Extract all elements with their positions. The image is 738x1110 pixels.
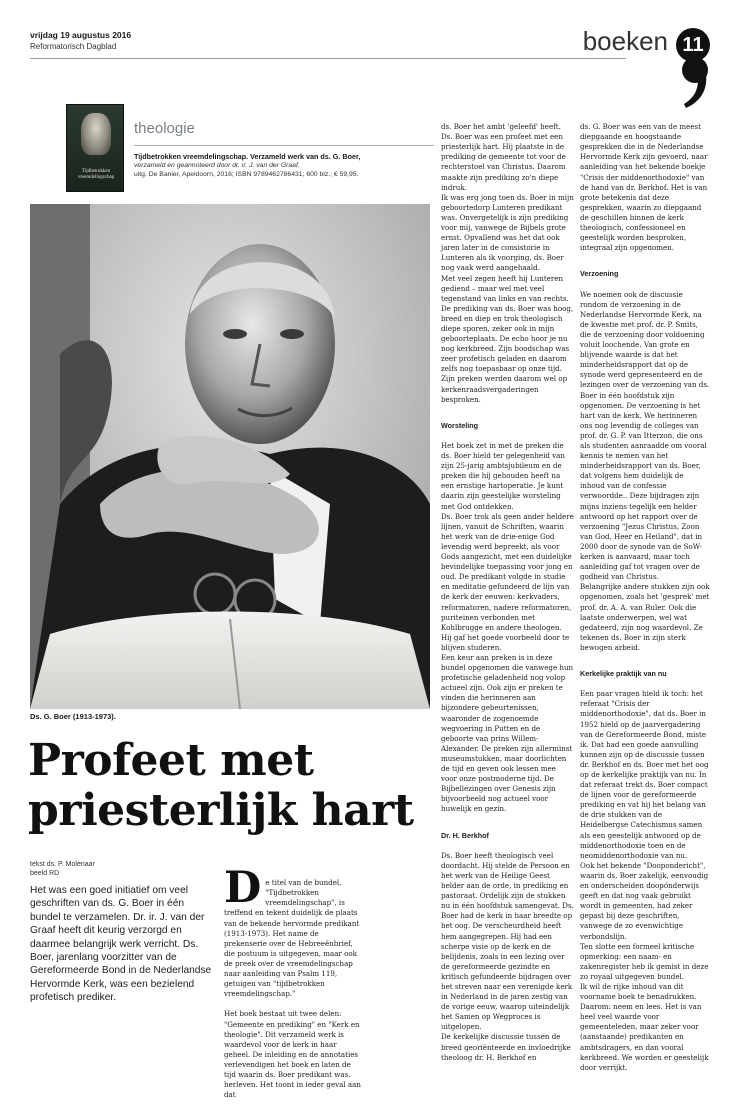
subheading: Kerkelijke praktijk van nu — [580, 669, 667, 679]
book-cover-title: Tijdbetrokken vreemdelingschap — [77, 169, 115, 180]
newspaper-name: Reformatorisch Dagblad — [30, 42, 117, 51]
subheading: Worsteling — [441, 420, 479, 430]
comma-logo-icon — [680, 56, 710, 110]
body-paragraph: Ds. Boer heeft theologisch veel doordacht. Hij stelde de Persoon en het werk van de Heilige Geest helder aan de orde, in prediking en pastoraat. Ordelijk zijn de stukken nu in één hoofdstuk samengevat. Ds. Boer had de kerk in haar breedte op het oog. De verscheurdheid heeft hem aangegrepen. Hij had een scherpe visie op de kerk en de belijdenis, zoals in een lezing over de gereformeerde gezindte en kritisch gefundeerde bijdragen over het streven naar een verenigde kerk in Nederland in de jaren zestig van de vorige eeuw, waarop uiteindelijk het Samen op Wegproces is uitgelopen. De kerkelijke discussie tussen de breed georiënteerde en invloedrijke theoloog dr. H. Berkhof en — [441, 850, 574, 1062]
body-paragraph: ds. G. Boer was een van de meest diepgaande en hoogstaande gesprekken die in de Nederlandse Hervormde Kerk zijn gevoerd, naar aanleiding van het bekende boekje "Crisis der middenorthodoxie" van de hand van dr. Berkhof. Het is van grote betekenis dat deze gesprekken, waarin zo diepgaand de geschillen binnen de kerk theologisch, confessioneel en geestelijk worden besproken, integraal zijn opgenomen. — [580, 122, 708, 253]
image-credit: beeld RD — [30, 870, 60, 877]
book-title: Tijdbetrokken vreemdelingschap. Verzameld werk van ds. G. Boer, — [134, 152, 361, 161]
book-cover — [66, 104, 124, 192]
article-column-2 — [441, 112, 574, 1062]
page-number-badge: 11 — [676, 28, 710, 62]
subheading: Dr. H. Berkhof — [441, 830, 489, 840]
portrait-illustration — [30, 204, 430, 709]
article-column-1 — [224, 858, 362, 1100]
body-paragraph: e titel van de bundel, "Tijdbetrokken vreemdelingschap", is treffend en tekent duidelijk de plaats van de bekende hervormde predikant (1913-1973). Het name de prekenserie over de Hebreeënbrief, die postuum is uitgegeven, maar ook de preek over de vreemdelingschap naar aanleiding van Psalm 119, getuigen van "tijdbetrokken vreemdelingschap." — [224, 878, 360, 999]
body-paragraph: Een paar vragen hield ik toch: het referaat "Crisis der middenorthodoxie", dat ds. Boer in 1952 hield op de jaarvergadering van de Gereformeerde Bond, miste ik. Dat had een goede aanvulling kunnen zijn op de discussie tussen dr. Berkhof en ds. Boer met het oog op de kerkelijke praktijk van nu. In dat referaat trekt ds. Boer compact de lijnen voor de gereformeerde prediking en vat hij het belang van de drie stukken van de Heidelbergse Catechismus samen als een geestelijk antwoord op de middenorthodoxie toen en de neomiddenorthodoxie van nu. Ook het bekende "Doopondericht", waarin ds. Boer zakelijk, eenvoudig en onderscheiden doopónderwijs geeft en dat nog vaak gebruikt wordt in gemeenten, had zeker gepast bij deze geschriften, vanwege de zo evenwichtige verbondslijn. Ten slotte een formeel kritische opmerking: een naam- en zakenregister heb ik gemist in deze zo royaal uitgegeven bundel. Ik wil de rijke inhoud van dit voorname boek te benadrukken. Daarom: neem en lees. Het is van heel veel waarde voor gemeenteleden, maar zeker voor (aanstaande) predikanten en ambtsdragers, en dan vooral kerkbreed. We worden er geestelijk door verrijkt. — [580, 689, 709, 1072]
body-paragraph: Het boek zet in met de preken die ds. Boer hield ter gelegenheid van zijn 25-jarig ambtsjubileum en de preken die hij gehouden heeft na een ernstige hartoperatie. Je kunt daarin zijn geestelijke worsteling met God ontdekken. Ds. Boer trok als geen ander heldere lijnen, vanuit de Schriften, waarin het werk van de drie-enige God levendig werd bepreekt, als voor Gods aangezicht, met een duidelijke bevindelijke toepassing voor jong en oud. De predikant volgde in studie en meditatie gefundeerd de lijn van de kerk der eeuwen: kerkvaders, reformatoren, nadere reformatoren, puriteinen verbonden met Kohlbrugge en andere theologen. Hij gaf het goede voorbeeld door te blijven studeren. Een keur aan preken is in deze bundel opgenomen die vanwege hun profetische geladenheid nog volop actueel zijn. Ook zijn er preken te vinden die herinneren aan bijzondere gebeurtenissen, waaronder de zogenoemde wegvoering in Putten en de geboorte van prins Willem-Alexander. De preken zijn allerminst museumstukken, maar doorlichten de tijd en geven ook lessen mee voor onze postmoderne tijd. De Bijbellezingen over Genesis zijn bijvoorbeeld nog actueel voor huwelijk en gezin. — [441, 441, 574, 814]
book-publisher: uitg. De Banier, Apeldoorn, 2016; ISBN 9789462786431; 600 blz.; € 59,95. — [134, 171, 359, 178]
body-paragraph: ds. Boer het ambt 'geleefd' heeft. Ds. Boer was een profeet met een priesterlijk hart. Hij plaatste in de prediking de gemeente tot voor de rechterstoel van Christus. Daarom maakte zijn prediking zo'n diepe indruk. Ik was erg jong toen ds. Boer in mijn geboortedorp Lunteren predikant was. Onvergetelijk is zijn prediking voor mij, vanwege de Bijbels grote ernst. Opvallend was het dat ook jaren later in de consistorie in Lunteren als ik voorging, ds. Boer nog vaak werd aangehaald. Met veel zegen heeft hij Lunteren gediend – maar wel met veel tegenstand van links en van rechts. De prediking van ds. Boer was hoog, breed en diep en trok theologisch diepe sporen, zeker ook in mijn geboorteplaats. De echo hoor je nu nog kerkbreed. Zijn boodschap was zeer profetisch geladen en daarom zelfs nog toepasbaar op onze tijd. Zijn preken werden daarom wel op kerkenraadsvergaderingen besproken. — [441, 122, 574, 404]
review-divider — [134, 145, 434, 146]
edition-date: vrijdag 19 augustus 2016 — [30, 30, 132, 40]
article-headline: Profeet met priesterlijk hart — [28, 735, 414, 836]
masthead-divider — [30, 58, 626, 59]
text-credit: tekst ds. P. Molenaar — [30, 861, 95, 868]
portrait-photo — [30, 204, 430, 709]
masthead — [30, 28, 710, 68]
book-review-info — [134, 120, 434, 179]
drop-cap: D — [224, 863, 262, 914]
body-paragraph: We noemen ook de discussie rondom de verzoening in de Nederlandse Hervormde Kerk, na de kwestie met prof. dr. P. Smits, die de verzoening door voldoening voluit loochende. Van grote en blijvende waarde is dat het minderheidsrapport dat op de synode werd gepresenteerd en de lezingen over de verzoening van ds. Boer in één hoofdstuk zijn opgenomen. De verzoening is het hart van de kerk. We herinneren ons nog levendig de colleges van prof. dr. G. P. van Itterzon, die ons als studenten aanraadde om vooral kennis te nemen van het minderheidsrapport van ds. Boer, dat volgens hem duidelijk de inhoud van de confessie verwoordde.. Deze bijdragen zijn mijns inziens tegelijk een helder antwoord op het rapport over de verzoening "Jezus Christus, Zoon van God, Heer en Heiland", dat in 2000 door de synode van de SoW-kerken is aanvaard, maar toch aanleiding gaf tot vragen over de godheid van Christus. Belangrijke andere stukken zijn ook opgenomen, zoals het 'gesprek' met prof. dr. A. A. van Ruler. Ook die laatste onderwerpen, wel wat gedateerd, zijn nog waardevol. Ze tekenen ds. Boer in zijn sterk bewogen arbeid. — [580, 289, 710, 652]
genre-tag: theologie — [134, 120, 195, 137]
book-subtitle: verzameld en geannoteerd door dr. ir. J. van der Graaf. — [134, 162, 300, 169]
photo-caption: Ds. G. Boer (1913-1973). — [30, 712, 116, 721]
body-paragraph: Het boek bestaat uit twee delen: "Gemeente en prediking" en "Kerk en theologie". Dit verzameld werk is waardevol voor de kerk in haar geheel. De inleiding en de annotaties verlevendigen het boek en laten de tijd waarin ds. Boer predikant was, herleven. Het toont in ieder geval aan dat — [224, 1009, 361, 1100]
subheading: Verzoening — [580, 269, 619, 279]
article-intro: Het was een goed initiatief om veel geschriften van ds. G. Boer in één bundel te verzamelen. Dr. ir. J. van der Graaf heeft dit keurig verzorgd en daarmee belangrijk werk verricht. Ds. Boer, jarenlang voorzitter van de Gereformeerde Bond in de Nederlandse Hervormde Kerk, was een bezielend profetisch prediker. — [30, 885, 212, 1004]
section-title: boeken — [582, 26, 668, 56]
article-column-3 — [580, 112, 710, 1072]
article-credits — [30, 860, 95, 878]
book-cover-portrait — [81, 113, 111, 155]
